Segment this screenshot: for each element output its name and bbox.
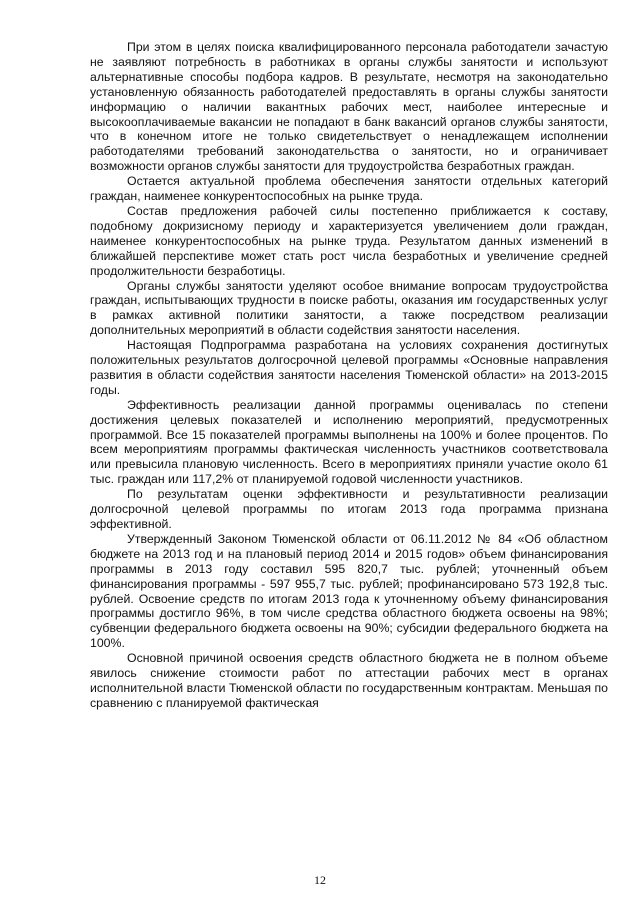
paragraph-vulnerable-categories: Остается актуальной проблема обеспечения занятости отдельных категорий граждан, наименее конкурентоспособных на рынке труда.: [90, 174, 608, 204]
paragraph-financing: Утвержденный Законом Тюменской области от 06.11.2012 № 84 «Об областном бюджете на 2013 год и на плановый период 2014 и 2015 годов» объем финансирования программы в 2013 году составил 595 820,7 тыс. рублей; уточненный объем финансирования программы - 597 955,7 тыс. рублей; профинансировано 573 192,8 тыс. рублей. Освоение средств по итогам 2013 года к уточненному объему финансирования программы достигло 96%, в том числе средства областного бюджета освоены на 98%; субвенции федерального бюджета освоены на 90%; субсидии федерального бюджета на 100%.: [90, 531, 608, 651]
paragraph-labor-supply: Состав предложения рабочей силы постепенно приближается к составу, подобному докризисному периоду и характеризуется увеличением доли граждан, наименее конкурентоспособных на рынке труда. Результатом данных изменений в ближайшей перспективе может стать рост числа безработных и увеличение средней продолжительности безработицы.: [90, 203, 608, 278]
paragraph-efficiency: Эффективность реализации данной программы оценивалась по степени достижения целевых показателей и исполнению мероприятий, предусмотренных программой. Все 15 показателей программы выполнены на 100% и более процентов. По всем мероприятиям программы фактическая численность участников соответствовала или превысила плановую численность. Всего в мероприятиях приняли участие около 61 тыс. граждан или 117,2% от планируемой годовой численности участников.: [90, 397, 608, 487]
paragraph-subprogram-basis: Настоящая Подпрограмма разработана на условиях сохранения достигнутых положительных результатов долгосрочной целевой программы «Основные направления развития в области содействия занятости населения Тюменской области» на 2013-2015 годы.: [90, 338, 608, 397]
paragraph-evaluation-result: По результатам оценки эффективности и результативности реализации долгосрочной целевой программы по итогам 2013 года программа признана эффективной.: [90, 487, 608, 531]
paragraph-employers-vacancies: При этом в целях поиска квалифицированного персонала работодатели зачастую не заявляют потребность в работниках в органы службы занятости и используют альтернативные способы подбора кадров. В результате, несмотря на законодательно установленную обязанность работодателей предоставлять в органы службы занятости информацию о наличии вакантных рабочих мест, наиболее интересные и высокооплачиваемые вакансии не попадают в банк вакансий органов службы занятости, что в конечном итоге не только свидетельствует о ненадлежащем исполнении работодателями требований законодательства о занятости, но и ограничивает возможности органов службы занятости для трудоустройства безработных граждан.: [90, 40, 608, 174]
body-text: [90, 40, 608, 711]
page-number: 12: [314, 873, 326, 887]
paragraph-underspending-reason: Основной причиной освоения средств областного бюджета не в полном объеме явилось снижение стоимости работ по аттестации рабочих мест в органах исполнительной власти Тюменской области по государственным контрактам. Меньшая по сравнению с планируемой фактическая: [90, 651, 608, 710]
paragraph-employment-services: Органы службы занятости уделяют особое внимание вопросам трудоустройства граждан, испытывающих трудности в поиске работы, оказания им государственных услуг в рамках активной политики занятости, а также посредством реализации дополнительных мероприятий в области содействия занятости населения.: [90, 278, 608, 338]
